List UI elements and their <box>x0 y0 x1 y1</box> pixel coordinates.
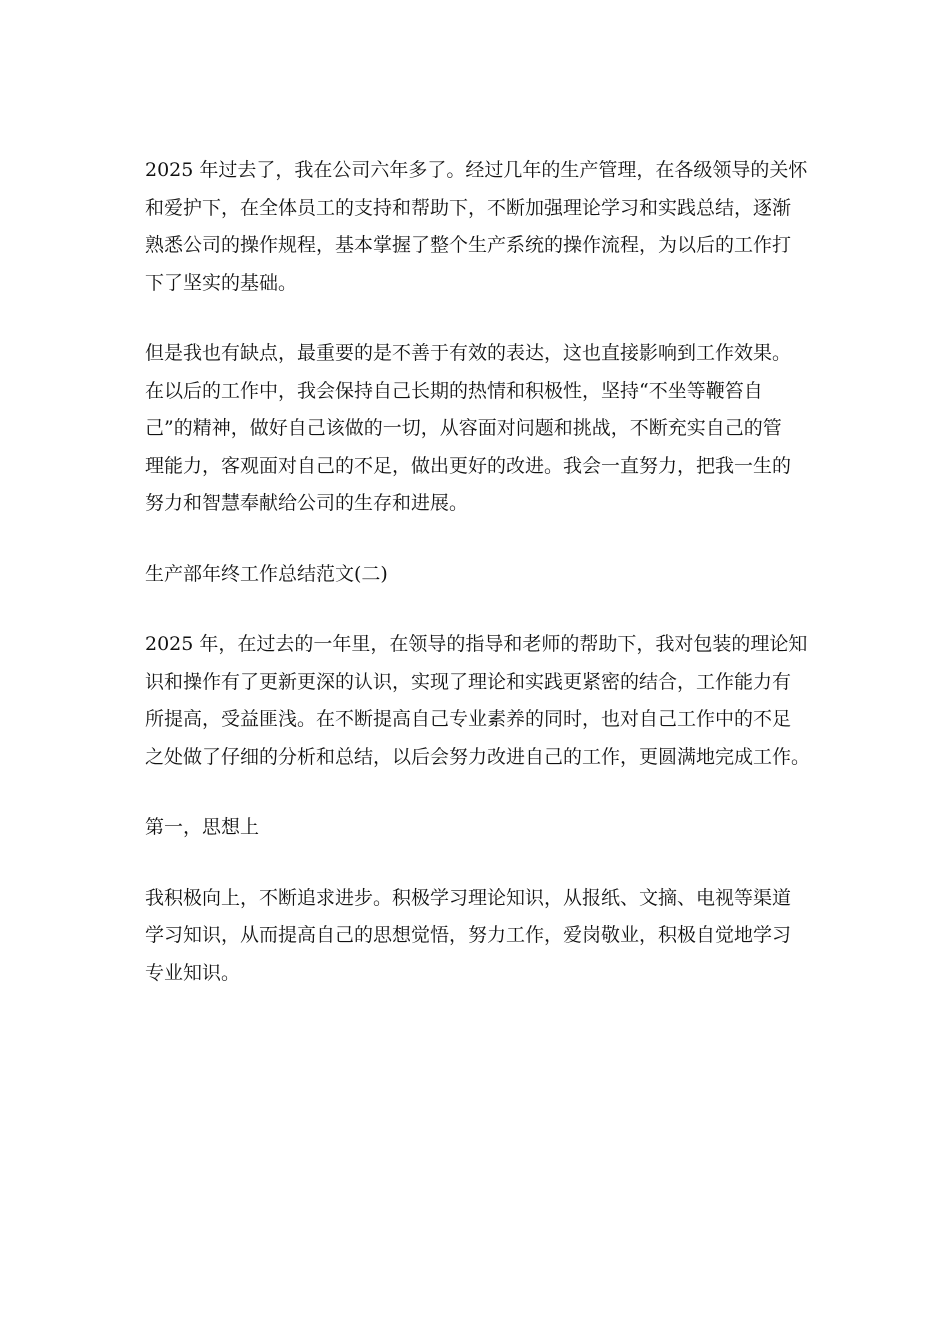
text-line: 和爱护下，在全体员工的支持和帮助下，不断加强理论学习和实践总结，逐渐 <box>145 196 792 219</box>
text-line: 学习知识，从而提高自己的思想觉悟，努力工作，爱岗敬业，积极自觉地学习 <box>145 924 792 946</box>
subsection-heading <box>145 809 810 847</box>
text-line: 我积极向上，不断追求进步。积极学习理论知识，从报纸、文摘、电视等渠道 <box>145 886 792 909</box>
paragraph-3 <box>145 626 810 776</box>
text-line: 专业知识。 <box>145 961 241 984</box>
paragraph-1 <box>145 152 810 302</box>
text-line: 理能力，客观面对自己的不足，做出更好的改进。我会一直努力，把我一生的 <box>145 454 792 477</box>
section-heading <box>145 556 810 594</box>
text-line: 努力和智慧奉献给公司的生存和进展。 <box>145 492 469 514</box>
text-line: 之处做了仔细的分析和总结，以后会努力改进自己的工作，更圆满地完成工作。 <box>145 745 811 768</box>
text-line: 所提高，受益匪浅。在不断提高自己专业素养的同时，也对自己工作中的不足 <box>145 708 792 730</box>
text-line: 熟悉公司的操作规程，基本掌握了整个生产系统的操作流程，为以后的工作打 <box>145 234 792 256</box>
text-line: 识和操作有了更新更深的认识，实现了理论和实践更紧密的结合，工作能力有 <box>145 670 792 693</box>
text-line: 下了坚实的基础。 <box>145 271 298 294</box>
heading-text: 第一，思想上 <box>145 816 260 838</box>
text-line: 己”的精神，做好自己该做的一切，从容面对问题和挑战，不断充实自己的管 <box>145 417 782 439</box>
text-line: 在以后的工作中，我会保持自己长期的热情和积极性，坚持“不坐等鞭笞自 <box>145 379 763 402</box>
text-line: 但是我也有缺点，最重要的是不善于有效的表达，这也直接影响到工作效果。 <box>145 342 792 364</box>
paragraph-4 <box>145 880 810 993</box>
text-line: 2025 年过去了，我在公司六年多了。经过几年的生产管理，在各级领导的关怀 <box>145 159 808 181</box>
heading-text: 生产部年终工作总结范文(二) <box>145 562 388 585</box>
paragraph-2 <box>145 335 810 523</box>
text-line: 2025 年，在过去的一年里，在领导的指导和老师的帮助下，我对包装的理论知 <box>145 633 808 655</box>
document-body <box>145 152 810 1025</box>
